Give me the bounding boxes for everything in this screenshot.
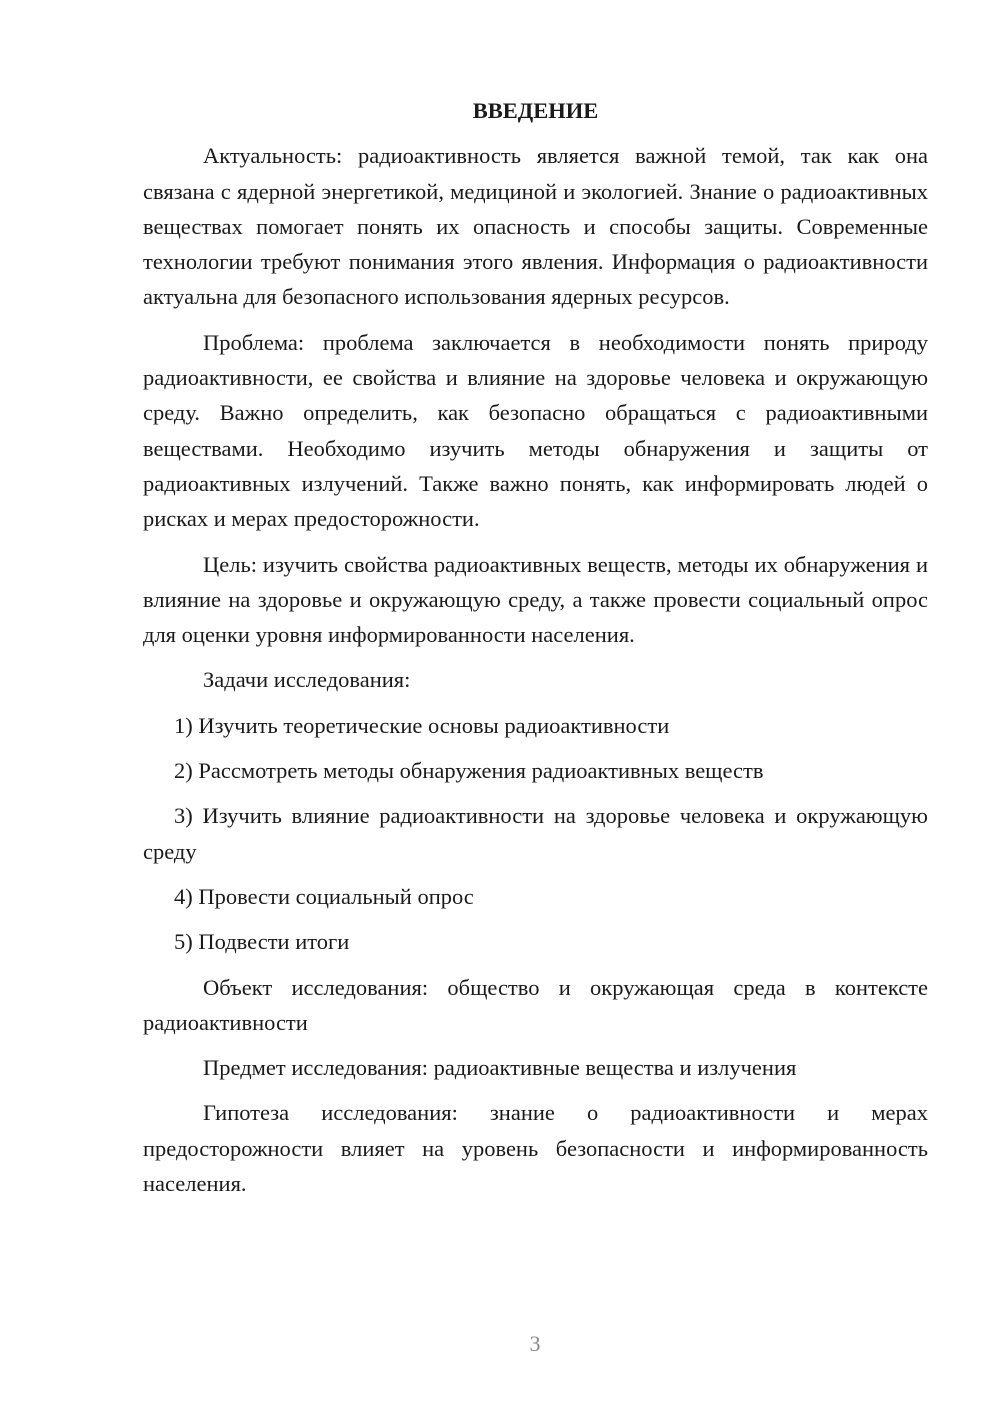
document-page bbox=[143, 93, 928, 1211]
task-item-5: 5) Подвести итоги bbox=[174, 929, 350, 955]
object-paragraph: Объект исследования: общество и окружающая среда в контексте радиоактивности bbox=[143, 974, 928, 1035]
hypothesis-paragraph: Гипотеза исследования: знание о радиоактивности и мерах предосторожности влияет на уровень безопасности и информированность населения. bbox=[143, 1100, 928, 1197]
relevance-paragraph: Актуальность: радиоактивность является важной темой, так как она связана с ядерной энергетикой, медициной и экологией. Знание о радиоактивных веществах помогает понять их опасность и способы защиты. Современные технологии требуют понимания этого явления. Информация о радиоактивности актуальна для безопасного использования ядерных ресурсов. bbox=[143, 143, 928, 310]
page-number: 3 bbox=[529, 1331, 541, 1356]
task-item-1: 1) Изучить теоретические основы радиоактивности bbox=[174, 712, 670, 738]
task-item-4: 4) Провести социальный опрос bbox=[174, 883, 474, 909]
task-item-2: 2) Рассмотреть методы обнаружения радиоактивных веществ bbox=[174, 758, 764, 784]
tasks-heading: Задачи исследования: bbox=[203, 667, 411, 693]
subject-paragraph: Предмет исследования: радиоактивные вещества и излучения bbox=[203, 1055, 797, 1081]
section-title: ВВЕДЕНИЕ bbox=[472, 98, 599, 123]
task-item-3: 3) Изучить влияние радиоактивности на здоровье человека и окружающую среду bbox=[143, 803, 928, 864]
problem-paragraph: Проблема: проблема заключается в необходимости понять природу радиоактивности, ее свойства и влияние на здоровье человека и окружающую среду. Важно определить, как безопасно обращаться с радиоактивными веществами. Необходимо изучить методы обнаружения и защиты от радиоактивных излучений. Также важно понять, как информировать людей о рисках и мерах предосторожности. bbox=[143, 329, 928, 532]
goal-paragraph: Цель: изучить свойства радиоактивных веществ, методы их обнаружения и влияние на здоровье и окружающую среду, а также провести социальный опрос для оценки уровня информированности населения. bbox=[143, 551, 928, 648]
